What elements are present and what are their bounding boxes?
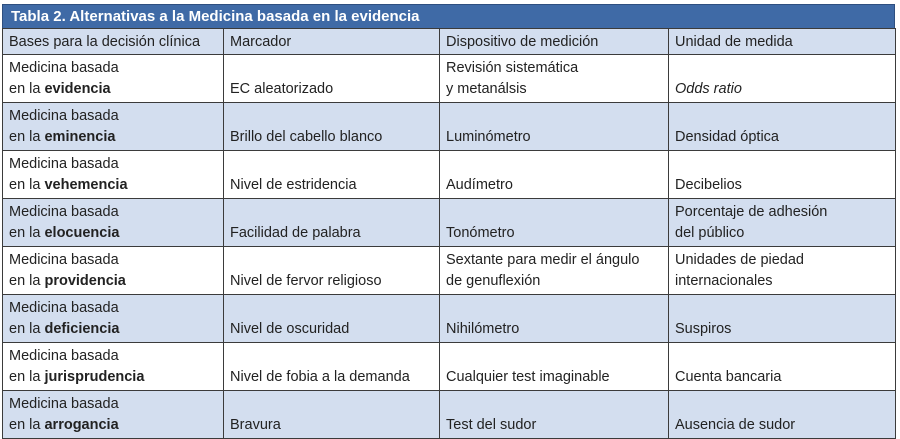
base-line [9,415,217,436]
header-row [3,29,896,55]
dispositivo-line: Audímetro [446,177,513,193]
base-line [9,367,217,388]
base-en: en la [9,321,45,337]
base-keyword: evidencia [44,81,111,97]
dispositivo-line: Cualquier test imaginable [446,369,610,385]
base-prefix: Medicina basada [9,252,119,268]
unidad-line: Porcentaje de adhesión [675,204,828,220]
dispositivo-line: Nihilómetro [446,321,520,337]
cell-unidad [669,55,896,103]
cell-marcador: Facilidad de palabra [224,199,440,247]
cell-base [3,343,224,391]
base-prefix: Medicina basada [9,60,119,76]
base-keyword: arrogancia [44,417,119,433]
unidad-line: Suspiros [675,321,732,337]
cell-marcador: Nivel de oscuridad [224,295,440,343]
header-bases: Bases para la decisión clínica [3,29,224,55]
base-line [9,79,217,100]
dispositivo-line: Luminómetro [446,129,531,145]
unidad-line: Decibelios [675,177,742,193]
table-row [3,55,896,103]
cell-unidad [669,247,896,295]
base-keyword: elocuencia [44,225,120,241]
base-line [9,175,217,196]
cell-dispositivo [440,103,669,151]
alternatives-table [2,28,896,439]
table-row [3,247,896,295]
base-line [9,271,217,292]
cell-unidad [669,151,896,199]
base-prefix: Medicina basada [9,204,119,220]
cell-base [3,295,224,343]
base-keyword: eminencia [44,129,116,145]
cell-marcador: Bravura [224,391,440,439]
cell-base [3,199,224,247]
cell-marcador: EC aleatorizado [224,55,440,103]
table-row [3,103,896,151]
cell-dispositivo [440,343,669,391]
cell-dispositivo [440,151,669,199]
cell-unidad [669,103,896,151]
table-row [3,151,896,199]
table-row [3,199,896,247]
base-en: en la [9,129,45,145]
cell-marcador: Nivel de fervor religioso [224,247,440,295]
base-prefix: Medicina basada [9,348,119,364]
cell-unidad [669,343,896,391]
cell-base [3,151,224,199]
unidad-line: Unidades de piedad [675,252,804,268]
cell-marcador: Brillo del cabello blanco [224,103,440,151]
base-keyword: deficiencia [44,321,120,337]
unidad-line: Cuenta bancaria [675,369,782,385]
base-line [9,319,217,340]
header-marcador: Marcador [224,29,440,55]
base-en: en la [9,273,45,289]
base-keyword: vehemencia [44,177,128,193]
header-unidad: Unidad de medida [669,29,896,55]
base-line [9,127,217,148]
cell-marcador: Nivel de estridencia [224,151,440,199]
dispositivo-line: Revisión sistemática [446,60,579,76]
dispositivo-line: y metanálsis [446,81,527,97]
cell-dispositivo [440,55,669,103]
unidad-line: Ausencia de sudor [675,417,796,433]
cell-base [3,103,224,151]
cell-base [3,391,224,439]
cell-dispositivo [440,295,669,343]
table-row [3,295,896,343]
table-row [3,343,896,391]
cell-base [3,55,224,103]
cell-unidad [669,199,896,247]
cell-base [3,247,224,295]
dispositivo-line: Tonómetro [446,225,515,241]
base-keyword: jurisprudencia [44,369,145,385]
cell-dispositivo [440,247,669,295]
cell-dispositivo [440,391,669,439]
table-container [2,4,895,439]
table-title: Tabla 2. Alternativas a la Medicina basada en la evidencia [2,4,895,28]
base-prefix: Medicina basada [9,156,119,172]
base-en: en la [9,369,45,385]
table-row [3,391,896,439]
base-line [9,223,217,244]
base-prefix: Medicina basada [9,300,119,316]
base-prefix: Medicina basada [9,108,119,124]
base-en: en la [9,81,45,97]
dispositivo-line: Sextante para medir el ángulo [446,252,640,268]
base-en: en la [9,177,45,193]
unidad-line: internacionales [675,273,773,289]
dispositivo-line: Test del sudor [446,417,537,433]
dispositivo-line: de genuflexión [446,273,541,289]
base-keyword: providencia [44,273,126,289]
base-prefix: Medicina basada [9,396,119,412]
unidad-line: Densidad óptica [675,129,779,145]
cell-marcador: Nivel de fobia a la demanda [224,343,440,391]
header-dispositivo: Dispositivo de medición [440,29,669,55]
cell-dispositivo [440,199,669,247]
base-en: en la [9,417,45,433]
cell-unidad [669,391,896,439]
base-en: en la [9,225,45,241]
unidad-line: del público [675,225,745,241]
unidad-line: Odds ratio [675,81,742,97]
cell-unidad [669,295,896,343]
